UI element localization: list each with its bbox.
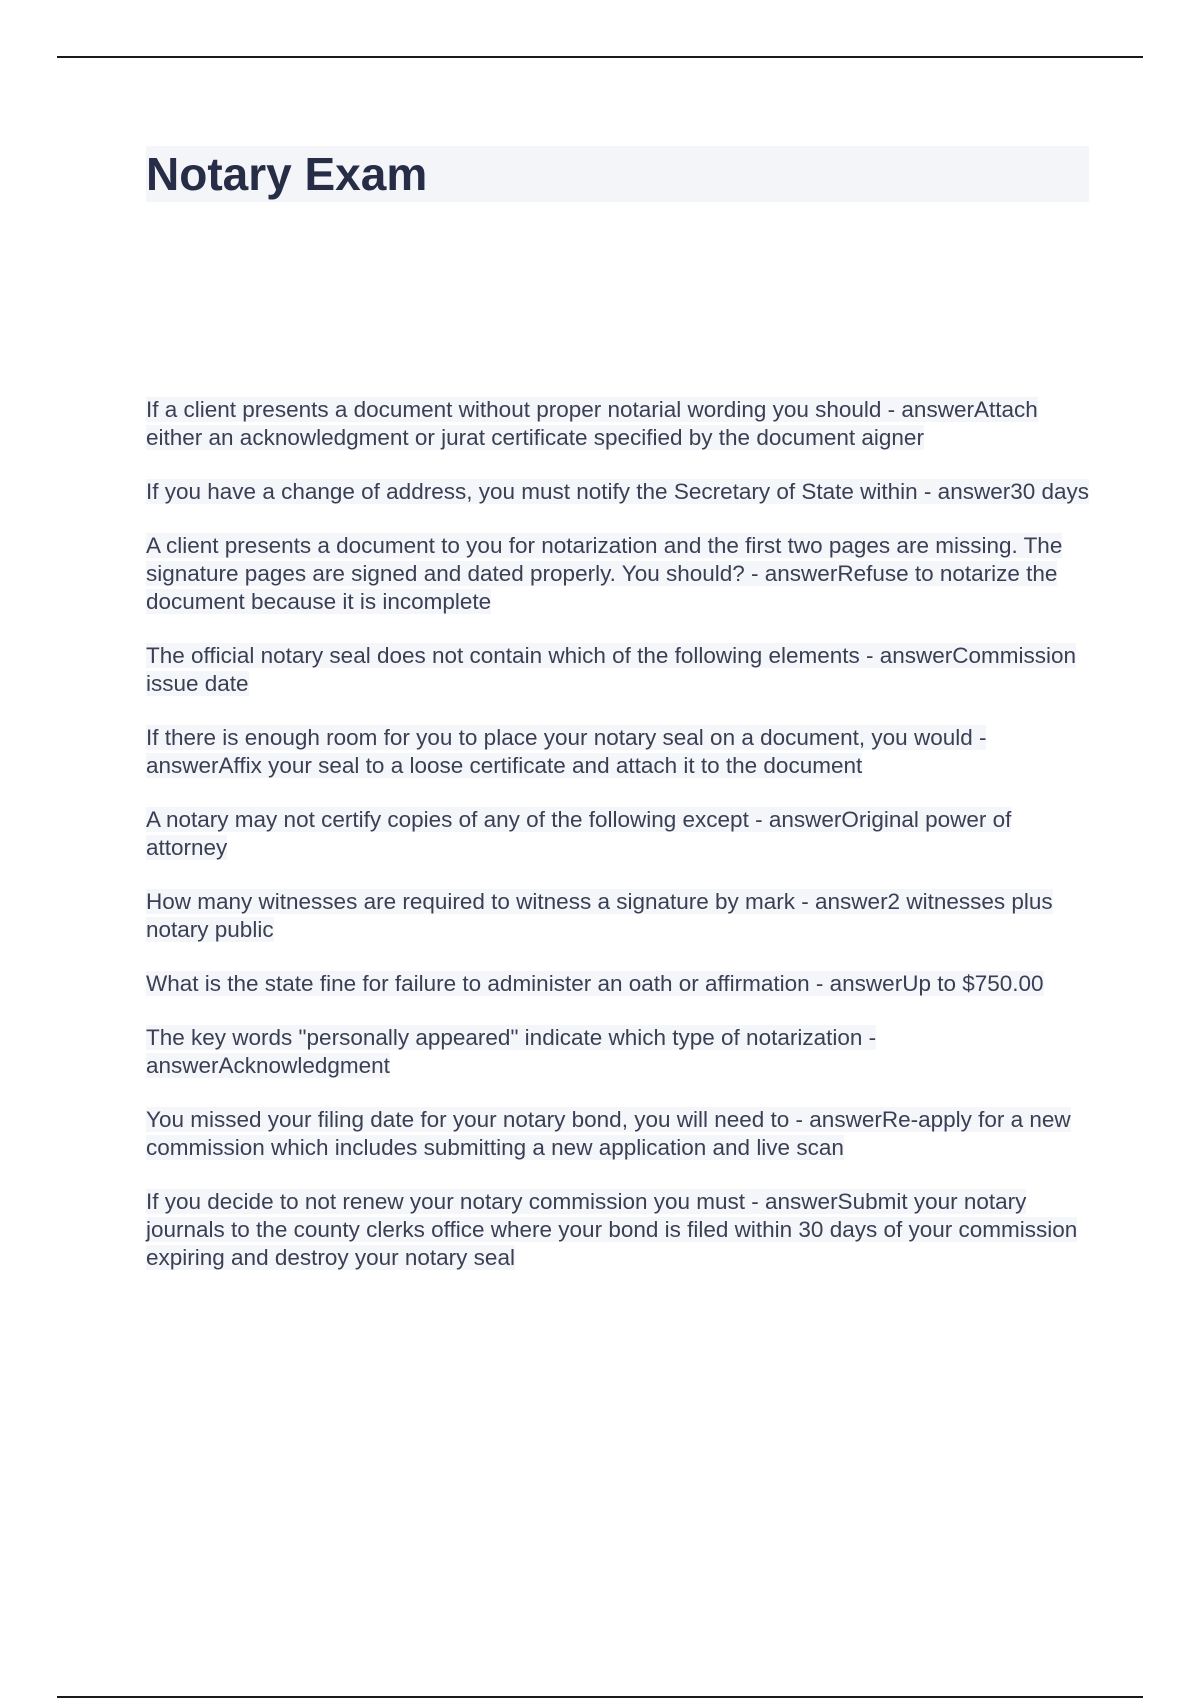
qa-item: [146, 1106, 1096, 1162]
qa-item-text: How many witnesses are required to witness a signature by mark - answer2 witnesses plus notary public: [146, 889, 1053, 942]
qa-list: [146, 396, 1096, 1298]
qa-item-text: What is the state fine for failure to administer an oath or affirmation - answerUp to $750.00: [146, 971, 1044, 996]
qa-item: [146, 888, 1096, 944]
qa-item: [146, 532, 1096, 616]
page-title: Notary Exam: [146, 148, 428, 200]
qa-item: [146, 642, 1096, 698]
qa-item: [146, 806, 1096, 862]
qa-item-text: If a client presents a document without proper notarial wording you should - answerAttach either an acknowledgment or jurat certificate specified by the document aigner: [146, 397, 1038, 450]
qa-item: [146, 1024, 1096, 1080]
qa-item: [146, 396, 1096, 452]
qa-item-text: If you decide to not renew your notary commission you must - answerSubmit your notary journals to the county clerks office where your bond is filed within 30 days of your commission expiring and destroy your notary seal: [146, 1189, 1078, 1270]
qa-item: [146, 1188, 1096, 1272]
qa-item-text: A client presents a document to you for notarization and the first two pages are missing. The signature pages are signed and dated properly. You should? - answerRefuse to notarize the document because it is incomplete: [146, 533, 1063, 614]
qa-item-text: If you have a change of address, you must notify the Secretary of State within - answer30 days: [146, 479, 1090, 504]
qa-item: [146, 970, 1096, 998]
qa-item-text: A notary may not certify copies of any of the following except - answerOriginal power of attorney: [146, 807, 1012, 860]
qa-item-text: The key words "personally appeared" indicate which type of notarization - answerAcknowledgment: [146, 1025, 877, 1078]
top-rule: [57, 56, 1143, 58]
qa-item: [146, 478, 1096, 506]
qa-item-text: The official notary seal does not contain which of the following elements - answerCommission issue date: [146, 643, 1077, 696]
qa-item-text: If there is enough room for you to place your notary seal on a document, you would - answerAffix your seal to a loose certificate and attach it to the document: [146, 725, 987, 778]
qa-item-text: You missed your filing date for your notary bond, you will need to - answerRe-apply for a new commission which includes submitting a new application and live scan: [146, 1107, 1071, 1160]
bottom-rule: [57, 1696, 1143, 1698]
qa-item: [146, 724, 1096, 780]
